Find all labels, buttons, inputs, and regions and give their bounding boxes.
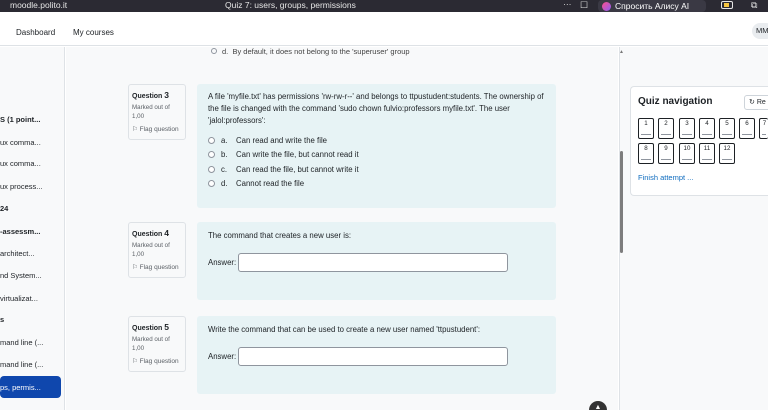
quiz-nav-question-button[interactable]: 6 — [739, 118, 755, 139]
answer-input[interactable] — [238, 253, 508, 272]
alice-logo-icon — [602, 2, 611, 11]
page-scrollbar[interactable] — [620, 151, 623, 253]
course-index-item[interactable]: S (1 point... — [0, 115, 41, 124]
flag-icon: ⚐ — [132, 264, 138, 271]
quiz-nav-question-button[interactable]: 10 — [679, 143, 695, 164]
question-number: Question 4 — [132, 228, 170, 238]
radio-button[interactable] — [208, 166, 215, 173]
extension-icon[interactable]: ⧉ — [751, 0, 758, 10]
question-content — [197, 222, 556, 300]
course-index-item[interactable]: ux comma... — [0, 159, 41, 168]
answer-label: Answer: — [208, 352, 237, 361]
course-index-item[interactable]: mand line (... — [0, 338, 44, 347]
scroll-to-top-icon[interactable]: ▲ — [589, 401, 607, 410]
question-marks: Marked out of 1,00 — [132, 242, 170, 258]
quiz-nav-question-button[interactable]: 5 — [719, 118, 735, 139]
answer-options — [208, 133, 545, 191]
page-tab-title: Quiz 7: users, groups, permissions — [225, 0, 356, 10]
radio-button[interactable] — [208, 180, 215, 187]
refresh-button[interactable]: ↻ Re — [744, 95, 768, 110]
course-index-item[interactable]: mand line (... — [0, 360, 44, 369]
answer-row — [208, 253, 508, 272]
course-index-item-active[interactable]: ps, permis... — [0, 376, 61, 398]
question-marks: Marked out of 1,00 — [132, 104, 170, 120]
course-index-item[interactable]: ux process... — [0, 182, 43, 191]
course-index-drawer — [0, 47, 65, 410]
scroll-up-arrow-icon[interactable]: ▲ — [619, 49, 624, 55]
previous-question-option[interactable] — [211, 47, 410, 56]
course-index-section[interactable]: s — [0, 315, 5, 324]
question-info — [128, 316, 186, 372]
answer-option[interactable]: d. Cannot read the file — [208, 177, 545, 192]
nav-dashboard-link[interactable]: Dashboard — [16, 28, 56, 37]
flag-question-link[interactable]: ⚐ Flag question — [132, 358, 179, 365]
course-index-section[interactable]: 24 — [0, 204, 9, 213]
answer-row — [208, 347, 508, 366]
question-text: A file 'myfile.txt' has permissions 'rw-rw-r--' and belongs to ttpustudent:students. The ownership of the file is changed with the command 'sudo chown fulvio:professors myfile.txt'. The user 'jalol:professors': — [208, 92, 544, 125]
answer-label: Answer: — [208, 258, 237, 267]
address-bar-url[interactable]: moodle.polito.it — [10, 0, 68, 10]
nav-my-courses-link[interactable]: My courses — [73, 28, 114, 37]
quiz-navigation-title: Quiz navigation — [638, 96, 713, 107]
ask-alice-label: Спросить Алису AI — [615, 1, 690, 11]
question-content — [197, 84, 556, 208]
question-content — [197, 316, 556, 394]
question-info — [128, 84, 186, 140]
user-avatar[interactable]: MM — [752, 23, 768, 39]
flag-question-link[interactable]: ⚐ Flag question — [132, 264, 179, 271]
flag-icon: ⚐ — [132, 358, 138, 365]
ask-alice-button[interactable] — [598, 0, 706, 12]
answer-option[interactable]: a. Can read and write the file — [208, 133, 545, 148]
answer-option[interactable]: b. Can write the file, but cannot read it — [208, 148, 545, 163]
answer-input[interactable] — [238, 347, 508, 366]
quiz-nav-question-button[interactable]: 7 — [759, 118, 768, 139]
battery-extension-icon[interactable] — [721, 1, 733, 9]
option-text: By default, it does not belong to the 'superuser' group — [232, 47, 410, 56]
radio-button[interactable] — [211, 48, 217, 54]
question-info — [128, 222, 186, 278]
option-letter: d. — [222, 47, 229, 56]
browser-toolbar — [0, 0, 768, 12]
flag-question-link[interactable]: ⚐ Flag question — [132, 126, 179, 133]
quiz-nav-question-button[interactable]: 11 — [699, 143, 715, 164]
quiz-nav-question-button[interactable]: 8 — [638, 143, 654, 164]
quiz-nav-question-button[interactable]: 1 — [638, 118, 654, 139]
radio-button[interactable] — [208, 151, 215, 158]
answer-option[interactable]: c. Can read the file, but cannot write it — [208, 162, 545, 177]
course-index-item[interactable]: nd System... — [0, 271, 42, 280]
radio-button[interactable] — [208, 137, 215, 144]
question-number: Question 3 — [132, 90, 170, 100]
site-navbar — [0, 12, 768, 46]
quiz-nav-question-button[interactable]: 4 — [699, 118, 715, 139]
quiz-nav-question-button[interactable]: 9 — [658, 143, 674, 164]
finish-attempt-link[interactable]: Finish attempt ... — [638, 173, 694, 182]
bookmark-icon[interactable]: ☐ — [580, 0, 589, 10]
course-index-section[interactable]: -assessm... — [0, 227, 41, 236]
course-index-item[interactable]: virtualizat... — [0, 294, 38, 303]
course-index-item[interactable]: architect... — [0, 249, 35, 258]
quiz-nav-question-button[interactable]: 12 — [719, 143, 735, 164]
question-text: The command that creates a new user is: — [208, 231, 352, 240]
flag-icon: ⚐ — [132, 126, 138, 133]
question-marks: Marked out of 1,00 — [132, 336, 170, 352]
refresh-icon: ↻ — [749, 99, 755, 106]
question-text: Write the command that can be used to create a new user named 'ttpustudent': — [208, 325, 480, 334]
question-number: Question 5 — [132, 322, 170, 332]
quiz-nav-question-button[interactable]: 3 — [679, 118, 695, 139]
course-index-item[interactable]: ux comma... — [0, 138, 41, 147]
quiz-nav-question-button[interactable]: 2 — [658, 118, 674, 139]
more-options-icon[interactable]: ··· — [563, 0, 572, 9]
